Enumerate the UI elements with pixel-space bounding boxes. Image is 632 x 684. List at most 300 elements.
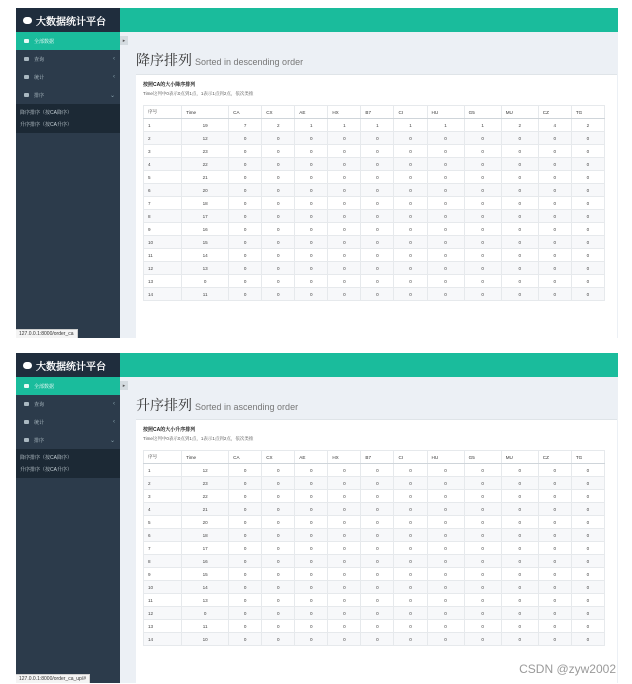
table-cell: 0 [501,132,538,145]
table-row [144,464,605,477]
table-cell: 23 [182,145,229,158]
table-cell: 0 [538,633,571,646]
table-cell: 0 [295,477,328,490]
table-row [144,581,605,594]
table-cell: 0 [328,568,361,581]
table-cell: 0 [394,236,427,249]
table-cell: 0 [427,236,464,249]
table-cell: 0 [328,542,361,555]
table-cell: 4 [144,158,182,171]
home-icon [24,384,29,388]
sidebar-item-query[interactable]: 查询 ‹ [16,50,120,68]
table-cell: 0 [262,171,295,184]
table-cell: 0 [295,145,328,158]
table-cell: 0 [182,607,229,620]
table-cell: 15 [182,236,229,249]
table-cell: 0 [394,542,427,555]
table-cell: 0 [464,633,501,646]
submenu-item-desc[interactable]: 降序排序（按CA降序） [20,109,72,116]
table-cell: 0 [464,236,501,249]
table-cell: 0 [501,145,538,158]
table-cell: 0 [295,555,328,568]
data-card [136,74,617,338]
table-cell: 0 [295,132,328,145]
table-cell: 0 [361,490,394,503]
table-icon [24,438,29,442]
table-row [144,249,605,262]
sidebar [16,32,120,338]
submenu-item-desc[interactable]: 降序排序（按CA降序） [20,454,72,461]
submenu-item-asc[interactable]: 升序排序（按CA升序） [20,121,72,128]
table-cell: 0 [328,464,361,477]
watermark: CSDN @zyw2002 [519,662,616,676]
table-cell: 0 [538,145,571,158]
table-cell: 0 [501,503,538,516]
table-row [144,145,605,158]
table-cell: 0 [328,633,361,646]
card-title: 按照CA的大小降序排列 [143,82,196,88]
table-cell: 23 [182,477,229,490]
table-cell: 0 [361,262,394,275]
table-cell: 6 [144,184,182,197]
table-cell: 0 [295,633,328,646]
table-cell: 12 [182,464,229,477]
page-title-main: 降序排列 [136,52,192,68]
table-cell: 0 [229,132,262,145]
table-cell: 20 [182,184,229,197]
table-cell: 7 [144,542,182,555]
sort-submenu [16,449,120,478]
table-cell: 2 [144,477,182,490]
table-cell: 12 [144,607,182,620]
table-cell: 0 [501,633,538,646]
table-cell: 0 [538,477,571,490]
table-cell: 0 [427,503,464,516]
table-cell: 11 [144,249,182,262]
table-cell: 9 [144,223,182,236]
table-cell: 0 [229,620,262,633]
table-cell: 0 [394,477,427,490]
table-cell: 0 [361,542,394,555]
table-cell: 22 [182,490,229,503]
table-cell: 0 [501,555,538,568]
table-cell: 0 [571,288,604,301]
data-table [143,105,605,301]
table-cell: 0 [262,568,295,581]
table-cell: 0 [394,555,427,568]
table-cell: 0 [262,464,295,477]
table-cell: 0 [427,145,464,158]
table-cell: 0 [538,132,571,145]
table-cell: 0 [328,607,361,620]
table-cell: 10 [144,581,182,594]
column-header: CX [262,451,295,464]
table-row [144,288,605,301]
table-cell: 2 [262,119,295,132]
table-cell: 0 [394,288,427,301]
table-cell: 2 [144,132,182,145]
table-row [144,210,605,223]
table-cell: 0 [571,620,604,633]
table-cell: 0 [427,249,464,262]
table-cell: 0 [571,262,604,275]
column-header: CZ [538,106,571,119]
table-cell: 0 [571,132,604,145]
screenshot-ascending [16,353,618,683]
table-cell: 0 [262,288,295,301]
table-cell: 0 [501,516,538,529]
table-cell: 0 [229,542,262,555]
table-cell: 0 [501,542,538,555]
table-cell: 0 [394,581,427,594]
table-cell: 1 [394,119,427,132]
table-cell: 0 [262,581,295,594]
column-header: CA [229,451,262,464]
table-cell: 0 [394,197,427,210]
table-cell: 0 [427,197,464,210]
column-header: AE [295,106,328,119]
table-cell: 0 [571,633,604,646]
table-cell: 0 [394,249,427,262]
table-cell: 0 [571,594,604,607]
table-cell: 1 [295,119,328,132]
table-cell: 0 [464,223,501,236]
table-cell: 0 [571,581,604,594]
table-cell: 0 [427,184,464,197]
table-cell: 0 [427,555,464,568]
table-cell: 14 [144,288,182,301]
table-cell: 0 [501,477,538,490]
table-cell: 3 [144,145,182,158]
table-cell: 0 [328,236,361,249]
sidebar-item-stats[interactable]: 统计 ‹ [16,413,120,431]
column-header: HX [328,451,361,464]
table-cell: 0 [464,542,501,555]
table-cell: 0 [394,464,427,477]
table-cell: 0 [229,568,262,581]
table-cell: 0 [328,223,361,236]
table-cell: 0 [464,288,501,301]
table-cell: 0 [262,145,295,158]
table-cell: 0 [571,275,604,288]
column-header: CI [394,451,427,464]
table-cell: 0 [328,197,361,210]
table-cell: 0 [361,275,394,288]
table-cell: 18 [182,529,229,542]
table-cell: 0 [538,171,571,184]
table-row [144,568,605,581]
table-cell: 0 [464,249,501,262]
table-cell: 0 [328,275,361,288]
table-cell: 0 [464,581,501,594]
brand[interactable] [16,353,120,377]
table-cell: 0 [262,542,295,555]
table-cell: 0 [394,210,427,223]
table-cell: 0 [538,223,571,236]
table-cell: 0 [427,464,464,477]
table-row [144,477,605,490]
table-cell: 0 [361,288,394,301]
table-cell: 0 [464,210,501,223]
table-row [144,516,605,529]
card-description: Time这列中0表示0点到1点，1表示1点到2点，依次类推 [143,91,254,96]
table-cell: 0 [361,568,394,581]
table-cell: 0 [427,262,464,275]
table-cell: 0 [427,477,464,490]
table-cell: 0 [361,594,394,607]
table-cell: 0 [394,490,427,503]
table-cell: 7 [144,197,182,210]
table-cell: 0 [538,503,571,516]
table-cell: 16 [182,555,229,568]
table-cell: 0 [394,158,427,171]
table-cell: 14 [182,581,229,594]
table-cell: 0 [427,581,464,594]
table-cell: 0 [427,516,464,529]
page-title-sub: Sorted in ascending order [195,402,299,412]
column-header: CZ [538,451,571,464]
table-cell: 12 [182,132,229,145]
table-cell: 0 [538,184,571,197]
table-cell: 0 [394,607,427,620]
brand-title: 大数据统计平台 [36,361,106,373]
table-cell: 0 [262,262,295,275]
table-cell: 0 [262,633,295,646]
table-cell: 0 [538,594,571,607]
table-cell: 11 [144,594,182,607]
table-cell: 0 [229,633,262,646]
brand-title: 大数据统计平台 [36,16,106,28]
table-cell: 0 [229,210,262,223]
table-cell: 14 [182,249,229,262]
sidebar-toggle-button[interactable]: ▸ [120,381,128,390]
table-row [144,132,605,145]
page-title [136,395,298,415]
table-cell: 0 [262,607,295,620]
table-cell: 0 [229,555,262,568]
table-cell: 0 [394,516,427,529]
table-cell: 0 [229,184,262,197]
column-header: TG [571,451,604,464]
table-cell: 0 [571,184,604,197]
table-cell: 0 [262,210,295,223]
column-header: CI [394,106,427,119]
table-cell: 0 [328,503,361,516]
table-cell: 0 [394,171,427,184]
table-cell: 0 [361,464,394,477]
table-cell: 0 [295,210,328,223]
sidebar-item-sort[interactable]: 排序 ⌄ [16,86,120,104]
table-cell: 0 [427,490,464,503]
table-cell: 0 [295,171,328,184]
page-title-sub: Sorted in descending order [195,57,304,67]
table-cell: 0 [361,529,394,542]
monitor-icon [24,57,29,61]
table-cell: 0 [571,236,604,249]
table-header-row [144,106,605,119]
table-row [144,223,605,236]
table-cell: 0 [361,145,394,158]
table-cell: 0 [361,223,394,236]
table-cell: 18 [182,197,229,210]
table-cell: 0 [229,581,262,594]
table-row [144,197,605,210]
table-cell: 0 [295,249,328,262]
table-cell: 0 [328,620,361,633]
table-cell: 0 [501,464,538,477]
table-cell: 0 [427,288,464,301]
table-cell: 0 [262,516,295,529]
column-header: G5 [464,106,501,119]
table-cell: 0 [262,529,295,542]
table-cell: 0 [262,620,295,633]
sidebar-toggle-button[interactable]: ▸ [120,36,128,45]
column-header: B7 [361,106,394,119]
home-icon [24,39,29,43]
table-cell: 0 [571,171,604,184]
table-cell: 0 [501,490,538,503]
table-cell: 0 [464,275,501,288]
table-cell: 0 [538,607,571,620]
table-cell: 0 [229,171,262,184]
table-cell: 13 [144,620,182,633]
table-cell: 0 [229,275,262,288]
table-cell: 0 [361,158,394,171]
table-cell: 11 [182,620,229,633]
table-cell: 0 [394,594,427,607]
table-cell: 0 [501,171,538,184]
submenu-item-asc[interactable]: 升序排序（按CA升序） [20,466,72,473]
table-cell: 1 [464,119,501,132]
table-cell: 21 [182,171,229,184]
table-cell: 0 [229,607,262,620]
table-cell: 0 [464,490,501,503]
table-cell: 0 [295,581,328,594]
table-cell: 0 [262,249,295,262]
chevron-down-icon: ⌄ [109,93,115,99]
table-row [144,503,605,516]
table-cell: 0 [394,145,427,158]
table-cell: 0 [328,516,361,529]
table-row [144,490,605,503]
table-cell: 0 [538,555,571,568]
page-title-main: 升序排列 [136,397,192,413]
table-cell: 0 [501,184,538,197]
table-cell: 0 [501,210,538,223]
table-cell: 0 [464,529,501,542]
table-cell: 0 [464,464,501,477]
table-cell: 0 [295,197,328,210]
table-row [144,529,605,542]
table-cell: 0 [262,223,295,236]
table-cell: 0 [361,581,394,594]
table-cell: 0 [328,158,361,171]
table-cell: 0 [295,503,328,516]
table-cell: 0 [501,288,538,301]
table-cell: 0 [464,607,501,620]
table-cell: 0 [571,210,604,223]
table-cell: 0 [464,145,501,158]
screenshot-descending [16,8,618,338]
table-cell: 0 [295,464,328,477]
table-cell: 0 [262,158,295,171]
table-cell: 0 [182,275,229,288]
table-row [144,633,605,646]
table-cell: 0 [501,275,538,288]
table-cell: 0 [394,223,427,236]
column-header: CX [262,106,295,119]
data-card [136,419,617,683]
table-row [144,184,605,197]
table-cell: 0 [361,249,394,262]
table-cell: 0 [538,262,571,275]
table-cell: 0 [427,633,464,646]
table-cell: 20 [182,516,229,529]
sidebar-item-all-data[interactable]: 全部数据 [16,377,120,395]
table-cell: 2 [501,119,538,132]
table-cell: 0 [501,568,538,581]
table-cell: 13 [144,275,182,288]
sidebar-item-all-data[interactable]: 全部数据 [16,32,120,50]
table-cell: 0 [262,503,295,516]
column-header: MU [501,451,538,464]
table-cell: 0 [328,145,361,158]
table-cell: 1 [144,119,182,132]
table-cell: 5 [144,171,182,184]
table-cell: 0 [295,158,328,171]
sidebar-item-stats[interactable]: 统计 ‹ [16,68,120,86]
table-cell: 0 [328,184,361,197]
table-cell: 0 [262,477,295,490]
table-cell: 0 [394,529,427,542]
table-cell: 0 [295,542,328,555]
table-cell: 0 [328,529,361,542]
table-cell: 0 [538,288,571,301]
table-cell: 0 [229,477,262,490]
table-cell: 0 [571,158,604,171]
table-cell: 19 [182,119,229,132]
table-cell: 0 [394,633,427,646]
table-row [144,119,605,132]
table-cell: 0 [361,210,394,223]
table-cell: 0 [464,516,501,529]
table-cell: 0 [427,223,464,236]
page-title [136,50,303,70]
table-cell: 0 [295,529,328,542]
table-cell: 0 [361,184,394,197]
sidebar-item-sort[interactable]: 排序 ⌄ [16,431,120,449]
table-cell: 0 [328,594,361,607]
table-cell: 0 [295,607,328,620]
table-cell: 0 [295,262,328,275]
table-cell: 22 [182,158,229,171]
table-cell: 0 [571,568,604,581]
chart-icon [24,75,29,79]
chevron-left-icon: ‹ [113,401,115,407]
table-cell: 0 [229,529,262,542]
table-cell: 0 [538,620,571,633]
table-cell: 0 [427,542,464,555]
table-icon [24,93,29,97]
table-cell: 1 [144,464,182,477]
table-cell: 0 [538,581,571,594]
table-cell: 0 [501,594,538,607]
table-cell: 0 [295,568,328,581]
table-row [144,158,605,171]
monitor-icon [24,402,29,406]
brand[interactable] [16,8,120,32]
sidebar-item-query[interactable]: 查询 ‹ [16,395,120,413]
